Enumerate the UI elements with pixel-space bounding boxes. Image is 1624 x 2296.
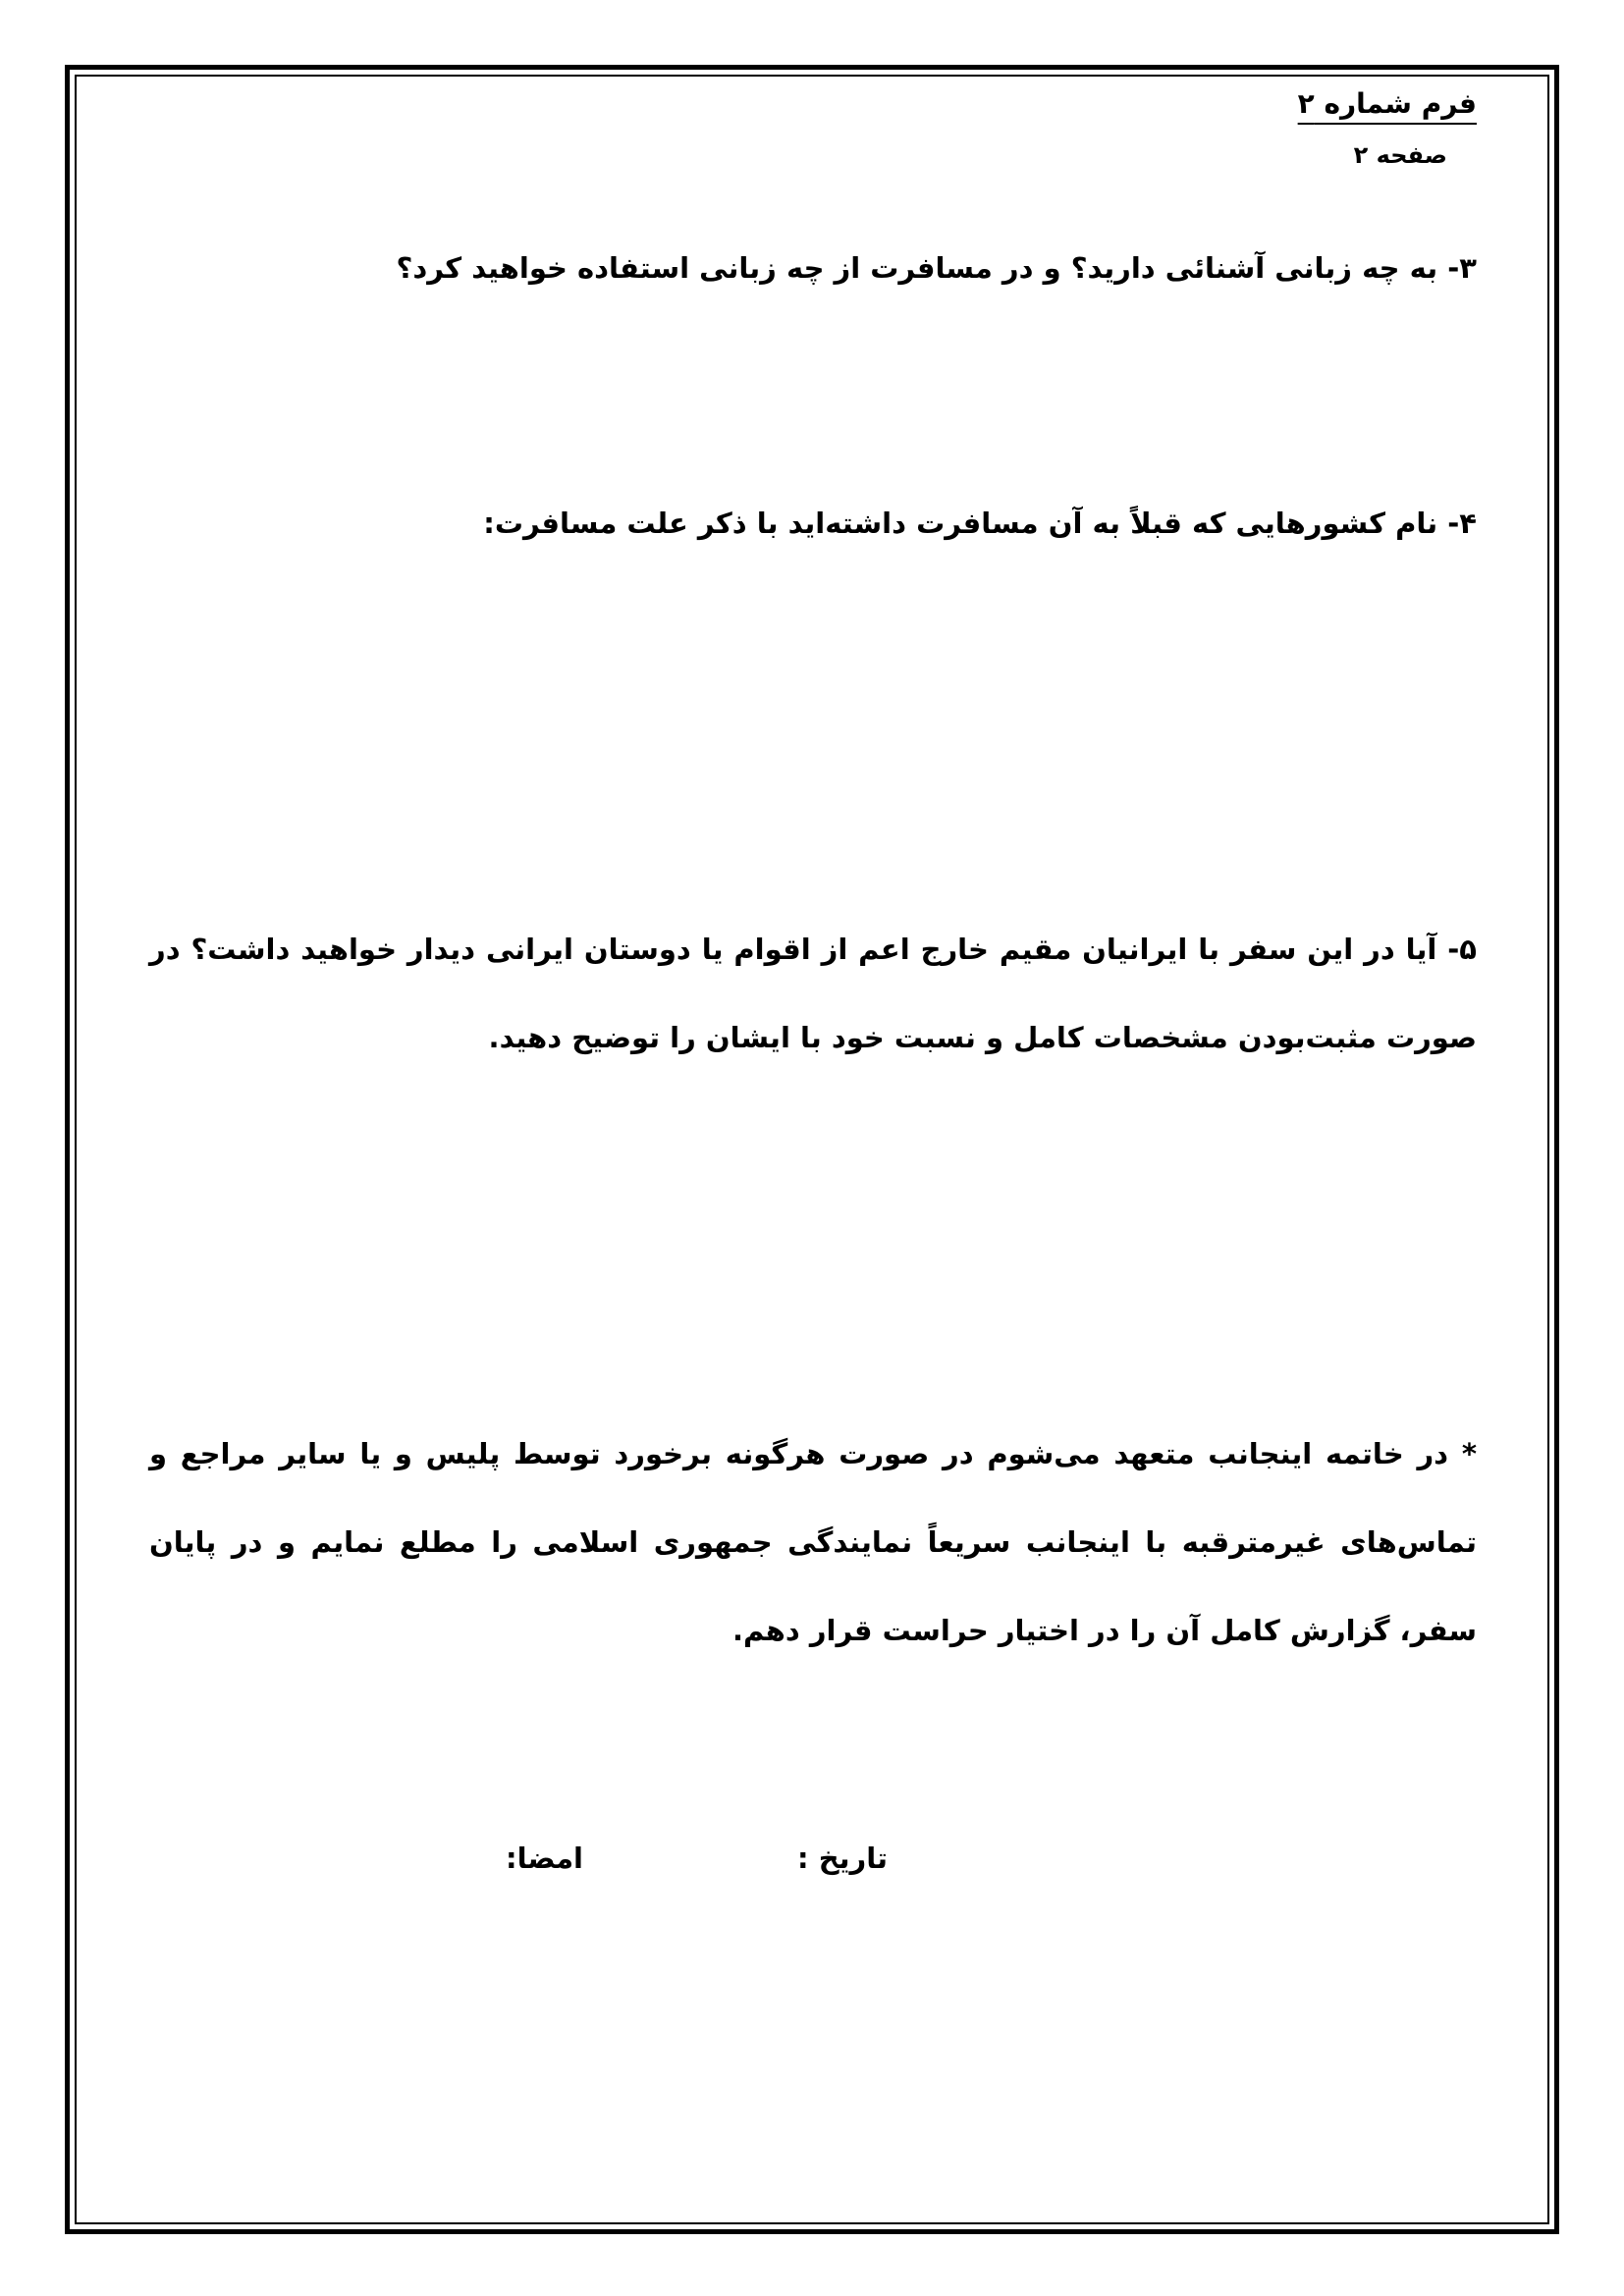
date-label: تاریخ : bbox=[797, 1842, 888, 1875]
signature-label: امضا: bbox=[506, 1842, 583, 1875]
pledge-statement: * در خاتمه اینجانب متعهد می‌شوم در صورت هرگونه برخورد توسط پلیس و یا سایر مراجع و تماس‌های غیرمترقبه با اینجانب سریعاً نمایندگی جمهوری اسلامی را مطلع نمایم و در پایان سفر، گزارش کامل آن را در اختیار حراست قرار دهم. bbox=[149, 1437, 1477, 1647]
page-number: صفحه ۲ bbox=[1353, 141, 1447, 169]
question-5: ۵- آیا در این سفر با ایرانیان مقیم خارج اعم از اقوام یا دوستان ایرانی دیدار خواهید داشت؟ در صورت مثبت‌بودن مشخصات کامل و نسبت خود با ایشان را توضیح دهید. bbox=[149, 933, 1477, 1054]
question-4: ۴- نام کشورهایی که قبلاً به آن مسافرت داشته‌اید با ذکر علت مسافرت: bbox=[483, 507, 1477, 540]
page-inner-border bbox=[75, 75, 1549, 2224]
question-3: ۳- به چه زبانی آشنائی دارید؟ و در مسافرت از چه زبانی استفاده خواهید کرد؟ bbox=[396, 251, 1477, 285]
form-title: فرم شماره ۲ bbox=[1297, 87, 1477, 120]
